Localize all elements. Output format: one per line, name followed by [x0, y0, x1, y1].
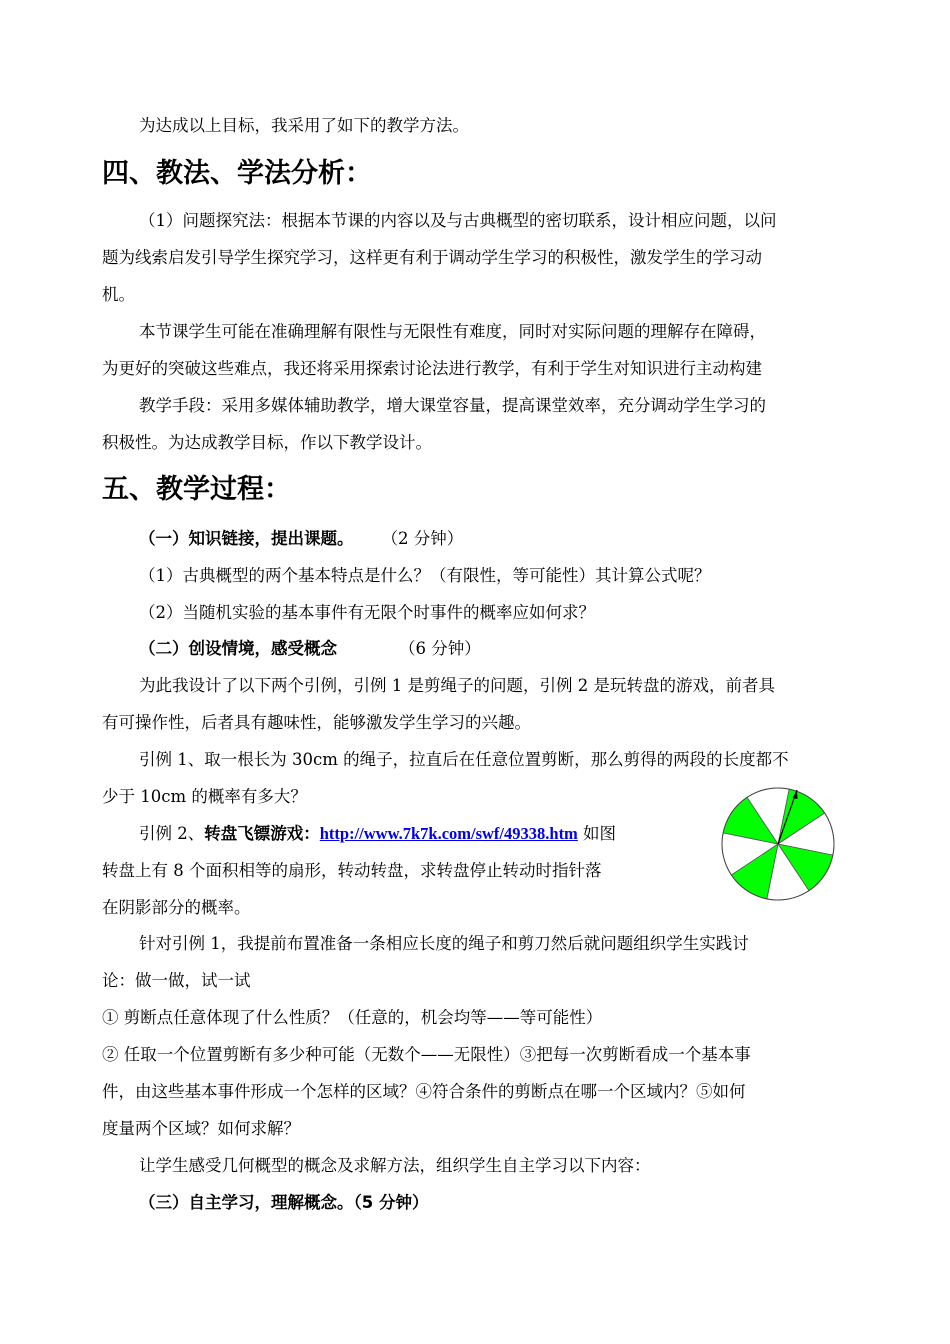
example-1-line-1: 引例 1、取一根长为 30cm 的绳子，拉直后在任意位置剪断，那么剪得的两段的长度都不: [139, 750, 789, 769]
subsection-2-title: （二）创设情境，感受概念: [139, 639, 337, 658]
paragraph-practice-line-2: 论：做一做，试一试: [102, 971, 251, 990]
heading-section-4: 四、教法、学法分析：: [102, 158, 372, 189]
paragraph-difficulty-line-2: 为更好的突破这些难点，我还将采用探索讨论法进行教学，有利于学生对知识进行主动构建: [102, 359, 762, 378]
heading-section-5: 五、教学过程：: [102, 474, 291, 505]
spinner-figure: [718, 784, 838, 904]
discussion-1: ① 剪断点任意体现了什么性质？（任意的，机会均等——等可能性）: [102, 1008, 603, 1027]
subsection-3-heading: （三）自主学习，理解概念。（5 分钟）: [139, 1193, 429, 1212]
discussion-2-line-2: 件，由这些基本事件形成一个怎样的区域？④符合条件的剪断点在哪一个区域内？⑤如何: [102, 1082, 746, 1101]
paragraph-method-line-2: 题为线索启发引导学生探究学习，这样更有利于调动学生学习的积极性，激发学生的学习动: [102, 248, 762, 267]
subsection-1-time: （2 分钟）: [381, 529, 464, 548]
paragraph-practice-line-1: 针对引例 1，我提前布置准备一条相应长度的绳子和剪刀然后就问题组织学生实践讨: [139, 934, 749, 953]
game-link[interactable]: http://www.7k7k.com/swf/49338.htm: [319, 824, 578, 843]
discussion-2-line-1: ② 任取一个位置剪断有多少种可能（无数个——无限性）③把每一次剪断看成一个基本事: [102, 1045, 751, 1064]
example-2-line-1: [102, 816, 702, 852]
paragraph-difficulty-line-1: 本节课学生可能在准确理解有限性与无限性有难度，同时对实际问题的理解存在障碍，: [139, 322, 766, 341]
example-2-line-2: 转盘上有 8 个面积相等的扇形，转动转盘，求转盘停止转动时指针落: [102, 861, 602, 880]
paragraph-examples-line-2: 有可操作性，后者具有趣味性，能够激发学生学习的兴趣。: [102, 713, 531, 732]
paragraph-intro: 为达成以上目标，我采用了如下的教学方法。: [139, 116, 469, 135]
subsection-2-heading: [102, 631, 854, 667]
example-2-line-3: 在阴影部分的概率。: [102, 898, 251, 917]
paragraph-self-study-intro: 让学生感受几何概型的概念及求解方法，组织学生自主学习以下内容：: [139, 1156, 651, 1175]
paragraph-means-line-2: 积极性。为达成教学目标，作以下教学设计。: [102, 433, 432, 452]
subsection-2-time: （6 分钟）: [399, 639, 481, 658]
example-1-line-2: 少于 10cm 的概率有多大？: [102, 787, 307, 806]
paragraph-method-line-1: （1）问题探究法：根据本节课的内容以及与古典概型的密切联系，设计相应问题，以问: [139, 211, 777, 230]
paragraph-means-line-1: 教学手段：采用多媒体辅助教学，增大课堂容量，提高课堂效率，充分调动学生学习的: [139, 396, 766, 415]
example-2-game-title: 转盘飞镖游戏：: [204, 824, 320, 843]
paragraph-examples-line-1: 为此我设计了以下两个引例，引例 1 是剪绳子的问题，引例 2 是玩转盘的游戏，前者具: [139, 676, 775, 695]
question-2: （2）当随机实验的基本事件有无限个时事件的概率应如何求？: [139, 603, 595, 622]
example-2-label: 引例 2、: [139, 824, 205, 843]
discussion-2-line-3: 度量两个区域？如何求解？: [102, 1119, 300, 1138]
example-2-figure-ref: 如图: [577, 824, 617, 843]
paragraph-method-line-3: 机。: [102, 285, 135, 304]
subsection-1-title: （一）知识链接，提出课题。: [139, 529, 354, 548]
question-1: （1）古典概型的两个基本特点是什么？（有限性，等可能性）其计算公式呢？: [139, 566, 711, 585]
subsection-1-heading: [102, 521, 854, 557]
